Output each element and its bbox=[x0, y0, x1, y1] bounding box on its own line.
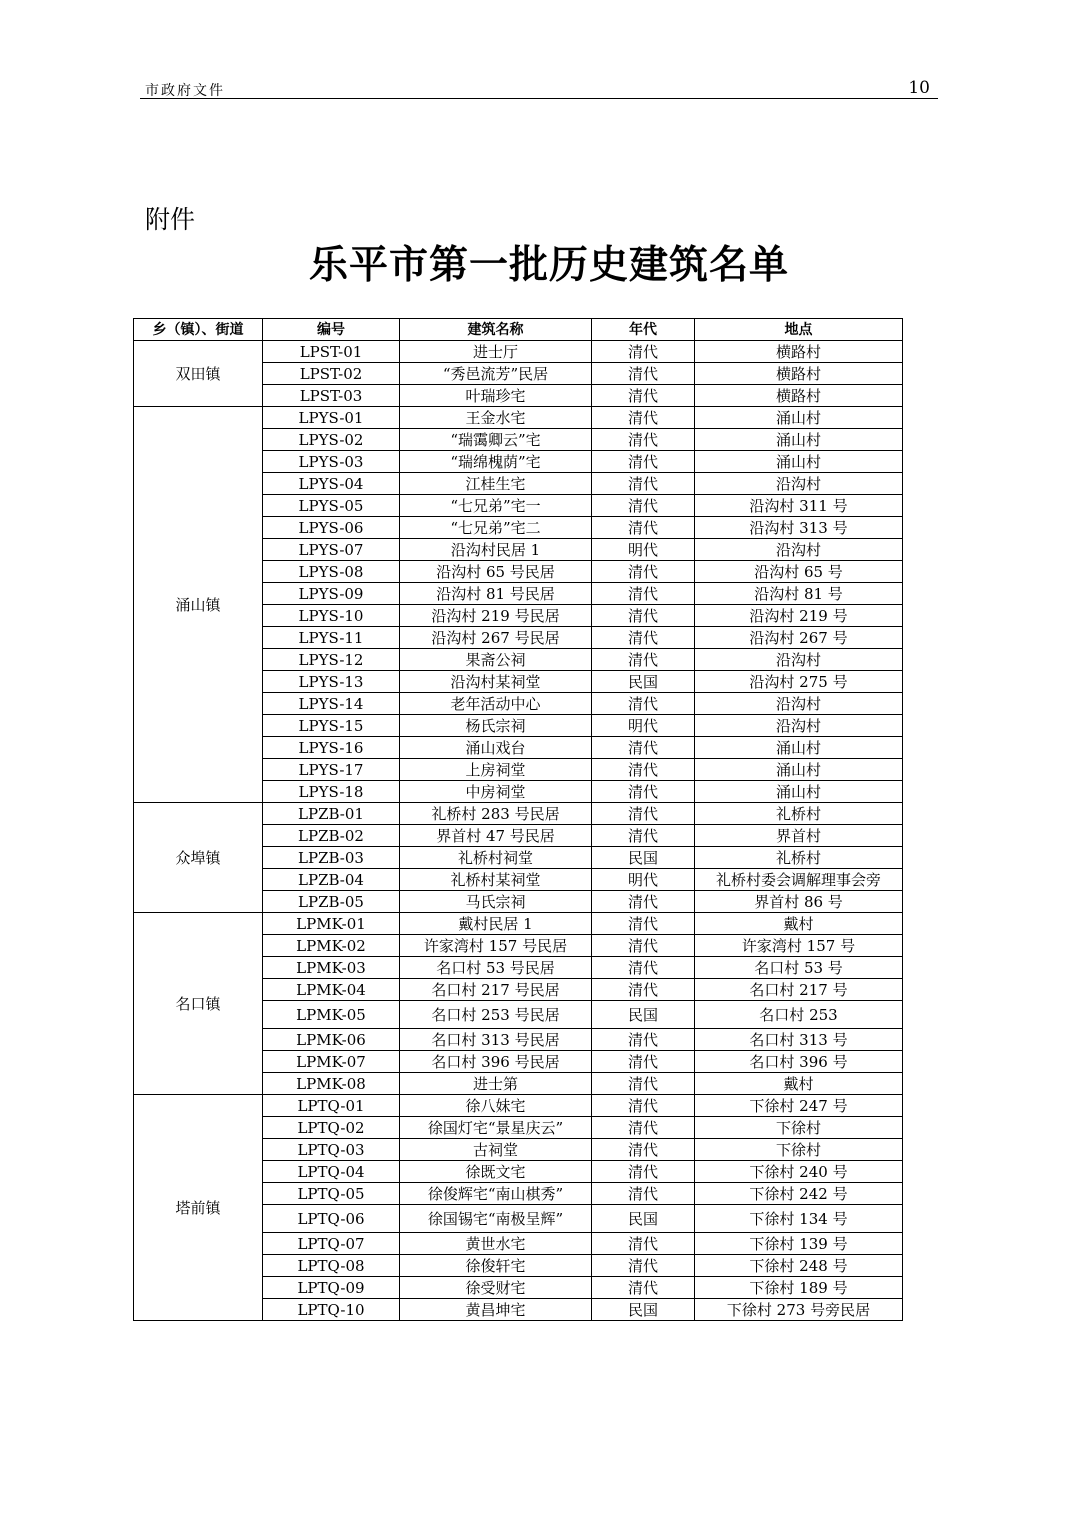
column-header-location: 地点 bbox=[695, 319, 903, 341]
era-cell: 民国 bbox=[592, 671, 695, 693]
building-name-cell: 杨氏宗祠 bbox=[400, 715, 592, 737]
building-name-cell: 老年活动中心 bbox=[400, 693, 592, 715]
building-name-cell: 中房祠堂 bbox=[400, 781, 592, 803]
location-cell: 沿沟村 bbox=[695, 473, 903, 495]
location-cell: 沿沟村 311 号 bbox=[695, 495, 903, 517]
location-cell: 沿沟村 bbox=[695, 539, 903, 561]
era-cell: 民国 bbox=[592, 847, 695, 869]
location-cell: 涌山村 bbox=[695, 781, 903, 803]
era-cell: 清代 bbox=[592, 605, 695, 627]
era-cell: 清代 bbox=[592, 1183, 695, 1205]
era-cell: 明代 bbox=[592, 539, 695, 561]
building-name-cell: 徐国灯宅“景星庆云” bbox=[400, 1117, 592, 1139]
era-cell: 清代 bbox=[592, 891, 695, 913]
code-cell: LPMK-02 bbox=[263, 935, 400, 957]
building-name-cell: 礼桥村祠堂 bbox=[400, 847, 592, 869]
code-cell: LPTQ-07 bbox=[263, 1233, 400, 1255]
location-cell: 涌山村 bbox=[695, 429, 903, 451]
code-cell: LPTQ-02 bbox=[263, 1117, 400, 1139]
code-cell: LPMK-06 bbox=[263, 1029, 400, 1051]
location-cell: 界首村 bbox=[695, 825, 903, 847]
era-cell: 清代 bbox=[592, 759, 695, 781]
era-cell: 清代 bbox=[592, 583, 695, 605]
table-row bbox=[134, 407, 903, 429]
location-cell: 下徐村 247 号 bbox=[695, 1095, 903, 1117]
building-name-cell: 徐俊辉宅“南山棋秀” bbox=[400, 1183, 592, 1205]
building-name-cell: 涌山戏台 bbox=[400, 737, 592, 759]
building-name-cell: 沿沟村民居 1 bbox=[400, 539, 592, 561]
building-name-cell: 名口村 396 号民居 bbox=[400, 1051, 592, 1073]
table-row bbox=[134, 341, 903, 363]
location-cell: 沿沟村 219 号 bbox=[695, 605, 903, 627]
location-cell: 戴村 bbox=[695, 913, 903, 935]
era-cell: 清代 bbox=[592, 473, 695, 495]
location-cell: 下徐村 134 号 bbox=[695, 1205, 903, 1233]
era-cell: 明代 bbox=[592, 715, 695, 737]
location-cell: 下徐村 139 号 bbox=[695, 1233, 903, 1255]
building-name-cell: 沿沟村 65 号民居 bbox=[400, 561, 592, 583]
town-cell: 塔前镇 bbox=[134, 1095, 263, 1321]
code-cell: LPYS-15 bbox=[263, 715, 400, 737]
era-cell: 民国 bbox=[592, 1001, 695, 1029]
location-cell: 戴村 bbox=[695, 1073, 903, 1095]
code-cell: LPZB-01 bbox=[263, 803, 400, 825]
running-header bbox=[140, 78, 938, 99]
building-name-cell: 名口村 313 号民居 bbox=[400, 1029, 592, 1051]
era-cell: 清代 bbox=[592, 957, 695, 979]
era-cell: 清代 bbox=[592, 451, 695, 473]
code-cell: LPST-01 bbox=[263, 341, 400, 363]
era-cell: 清代 bbox=[592, 737, 695, 759]
location-cell: 涌山村 bbox=[695, 759, 903, 781]
location-cell: 名口村 253 bbox=[695, 1001, 903, 1029]
building-name-cell: 黄昌坤宅 bbox=[400, 1299, 592, 1321]
location-cell: 下徐村 273 号旁民居 bbox=[695, 1299, 903, 1321]
code-cell: LPZB-05 bbox=[263, 891, 400, 913]
code-cell: LPTQ-04 bbox=[263, 1161, 400, 1183]
location-cell: 沿沟村 313 号 bbox=[695, 517, 903, 539]
code-cell: LPZB-02 bbox=[263, 825, 400, 847]
era-cell: 清代 bbox=[592, 1139, 695, 1161]
page-title: 乐平市第一批历史建筑名单 bbox=[308, 242, 789, 288]
era-cell: 清代 bbox=[592, 935, 695, 957]
location-cell: 涌山村 bbox=[695, 737, 903, 759]
building-name-cell: 沿沟村某祠堂 bbox=[400, 671, 592, 693]
code-cell: LPYS-17 bbox=[263, 759, 400, 781]
building-name-cell: 徐既文宅 bbox=[400, 1161, 592, 1183]
location-cell: 下徐村 242 号 bbox=[695, 1183, 903, 1205]
era-cell: 清代 bbox=[592, 825, 695, 847]
code-cell: LPYS-05 bbox=[263, 495, 400, 517]
code-cell: LPYS-04 bbox=[263, 473, 400, 495]
table-row bbox=[134, 1095, 903, 1117]
code-cell: LPYS-06 bbox=[263, 517, 400, 539]
column-header-era: 年代 bbox=[592, 319, 695, 341]
code-cell: LPYS-16 bbox=[263, 737, 400, 759]
building-name-cell: 叶瑞珍宅 bbox=[400, 385, 592, 407]
table-body bbox=[134, 341, 903, 1321]
table-row bbox=[134, 913, 903, 935]
building-name-cell: 徐受财宅 bbox=[400, 1277, 592, 1299]
era-cell: 清代 bbox=[592, 407, 695, 429]
code-cell: LPZB-03 bbox=[263, 847, 400, 869]
building-name-cell: 江桂生宅 bbox=[400, 473, 592, 495]
location-cell: 界首村 86 号 bbox=[695, 891, 903, 913]
building-name-cell: 沿沟村 81 号民居 bbox=[400, 583, 592, 605]
location-cell: 下徐村 189 号 bbox=[695, 1277, 903, 1299]
code-cell: LPTQ-03 bbox=[263, 1139, 400, 1161]
building-name-cell: 名口村 217 号民居 bbox=[400, 979, 592, 1001]
code-cell: LPYS-12 bbox=[263, 649, 400, 671]
building-name-cell: 许家湾村 157 号民居 bbox=[400, 935, 592, 957]
era-cell: 清代 bbox=[592, 1029, 695, 1051]
building-name-cell: “秀邑流芳”民居 bbox=[400, 363, 592, 385]
code-cell: LPYS-13 bbox=[263, 671, 400, 693]
era-cell: 清代 bbox=[592, 913, 695, 935]
era-cell: 明代 bbox=[592, 869, 695, 891]
era-cell: 民国 bbox=[592, 1299, 695, 1321]
code-cell: LPYS-01 bbox=[263, 407, 400, 429]
location-cell: 礼桥村委会调解理事会旁 bbox=[695, 869, 903, 891]
building-name-cell: 马氏宗祠 bbox=[400, 891, 592, 913]
code-cell: LPYS-08 bbox=[263, 561, 400, 583]
era-cell: 清代 bbox=[592, 1117, 695, 1139]
town-cell: 众埠镇 bbox=[134, 803, 263, 913]
page-number: 10 bbox=[908, 78, 930, 98]
column-header-building-name: 建筑名称 bbox=[400, 319, 592, 341]
era-cell: 清代 bbox=[592, 649, 695, 671]
building-name-cell: 沿沟村 267 号民居 bbox=[400, 627, 592, 649]
era-cell: 清代 bbox=[592, 495, 695, 517]
code-cell: LPZB-04 bbox=[263, 869, 400, 891]
building-name-cell: “瑞绵槐荫”宅 bbox=[400, 451, 592, 473]
code-cell: LPMK-01 bbox=[263, 913, 400, 935]
code-cell: LPYS-18 bbox=[263, 781, 400, 803]
code-cell: LPST-03 bbox=[263, 385, 400, 407]
location-cell: 礼桥村 bbox=[695, 803, 903, 825]
location-cell: 沿沟村 bbox=[695, 693, 903, 715]
building-name-cell: 王金水宅 bbox=[400, 407, 592, 429]
location-cell: 横路村 bbox=[695, 385, 903, 407]
era-cell: 清代 bbox=[592, 1255, 695, 1277]
location-cell: 名口村 53 号 bbox=[695, 957, 903, 979]
code-cell: LPTQ-10 bbox=[263, 1299, 400, 1321]
building-name-cell: “瑞霭卿云”宅 bbox=[400, 429, 592, 451]
location-cell: 沿沟村 bbox=[695, 715, 903, 737]
code-cell: LPTQ-09 bbox=[263, 1277, 400, 1299]
era-cell: 清代 bbox=[592, 1073, 695, 1095]
era-cell: 清代 bbox=[592, 979, 695, 1001]
era-cell: 清代 bbox=[592, 1095, 695, 1117]
code-cell: LPTQ-05 bbox=[263, 1183, 400, 1205]
location-cell: 横路村 bbox=[695, 341, 903, 363]
era-cell: 清代 bbox=[592, 429, 695, 451]
location-cell: 名口村 313 号 bbox=[695, 1029, 903, 1051]
building-name-cell: 礼桥村 283 号民居 bbox=[400, 803, 592, 825]
era-cell: 民国 bbox=[592, 1205, 695, 1233]
location-cell: 下徐村 bbox=[695, 1139, 903, 1161]
header-doc-type: 市政府文件 bbox=[145, 83, 225, 99]
building-name-cell: 沿沟村 219 号民居 bbox=[400, 605, 592, 627]
era-cell: 清代 bbox=[592, 561, 695, 583]
location-cell: 涌山村 bbox=[695, 451, 903, 473]
era-cell: 清代 bbox=[592, 627, 695, 649]
town-cell: 涌山镇 bbox=[134, 407, 263, 803]
location-cell: 名口村 217 号 bbox=[695, 979, 903, 1001]
code-cell: LPTQ-01 bbox=[263, 1095, 400, 1117]
building-name-cell: 上房祠堂 bbox=[400, 759, 592, 781]
code-cell: LPMK-07 bbox=[263, 1051, 400, 1073]
location-cell: 许家湾村 157 号 bbox=[695, 935, 903, 957]
building-name-cell: “七兄弟”宅一 bbox=[400, 495, 592, 517]
code-cell: LPYS-03 bbox=[263, 451, 400, 473]
code-cell: LPYS-11 bbox=[263, 627, 400, 649]
building-name-cell: 礼桥村某祠堂 bbox=[400, 869, 592, 891]
location-cell: 礼桥村 bbox=[695, 847, 903, 869]
code-cell: LPMK-03 bbox=[263, 957, 400, 979]
location-cell: 沿沟村 275 号 bbox=[695, 671, 903, 693]
location-cell: 下徐村 240 号 bbox=[695, 1161, 903, 1183]
location-cell: 名口村 396 号 bbox=[695, 1051, 903, 1073]
building-name-cell: 名口村 53 号民居 bbox=[400, 957, 592, 979]
building-name-cell: 进士第 bbox=[400, 1073, 592, 1095]
era-cell: 清代 bbox=[592, 1051, 695, 1073]
building-name-cell: 徐俊轩宅 bbox=[400, 1255, 592, 1277]
table-row bbox=[134, 803, 903, 825]
location-cell: 沿沟村 81 号 bbox=[695, 583, 903, 605]
location-cell: 横路村 bbox=[695, 363, 903, 385]
code-cell: LPTQ-08 bbox=[263, 1255, 400, 1277]
code-cell: LPTQ-06 bbox=[263, 1205, 400, 1233]
attachment-label: 附件 bbox=[145, 205, 196, 234]
location-cell: 沿沟村 65 号 bbox=[695, 561, 903, 583]
building-name-cell: 进士厅 bbox=[400, 341, 592, 363]
building-name-cell: 名口村 253 号民居 bbox=[400, 1001, 592, 1029]
building-name-cell: 徐八妹宅 bbox=[400, 1095, 592, 1117]
era-cell: 清代 bbox=[592, 693, 695, 715]
building-name-cell: 果斋公祠 bbox=[400, 649, 592, 671]
era-cell: 清代 bbox=[592, 1161, 695, 1183]
era-cell: 清代 bbox=[592, 517, 695, 539]
code-cell: LPMK-08 bbox=[263, 1073, 400, 1095]
era-cell: 清代 bbox=[592, 385, 695, 407]
building-name-cell: 黄世水宅 bbox=[400, 1233, 592, 1255]
location-cell: 下徐村 248 号 bbox=[695, 1255, 903, 1277]
code-cell: LPYS-09 bbox=[263, 583, 400, 605]
building-name-cell: 古祠堂 bbox=[400, 1139, 592, 1161]
building-name-cell: 徐国锡宅“南极呈辉” bbox=[400, 1205, 592, 1233]
era-cell: 清代 bbox=[592, 1277, 695, 1299]
code-cell: LPMK-04 bbox=[263, 979, 400, 1001]
column-header-code: 编号 bbox=[263, 319, 400, 341]
era-cell: 清代 bbox=[592, 1233, 695, 1255]
table-header-row bbox=[134, 319, 903, 341]
era-cell: 清代 bbox=[592, 803, 695, 825]
building-name-cell: 戴村民居 1 bbox=[400, 913, 592, 935]
location-cell: 沿沟村 bbox=[695, 649, 903, 671]
era-cell: 清代 bbox=[592, 363, 695, 385]
code-cell: LPYS-02 bbox=[263, 429, 400, 451]
location-cell: 下徐村 bbox=[695, 1117, 903, 1139]
historic-buildings-table bbox=[133, 318, 903, 1321]
code-cell: LPYS-07 bbox=[263, 539, 400, 561]
code-cell: LPST-02 bbox=[263, 363, 400, 385]
location-cell: 沿沟村 267 号 bbox=[695, 627, 903, 649]
town-cell: 名口镇 bbox=[134, 913, 263, 1095]
code-cell: LPMK-05 bbox=[263, 1001, 400, 1029]
code-cell: LPYS-14 bbox=[263, 693, 400, 715]
era-cell: 清代 bbox=[592, 781, 695, 803]
location-cell: 涌山村 bbox=[695, 407, 903, 429]
building-name-cell: “七兄弟”宅二 bbox=[400, 517, 592, 539]
column-header-town: 乡（镇）、街道 bbox=[134, 319, 263, 341]
code-cell: LPYS-10 bbox=[263, 605, 400, 627]
town-cell: 双田镇 bbox=[134, 341, 263, 407]
building-name-cell: 界首村 47 号民居 bbox=[400, 825, 592, 847]
era-cell: 清代 bbox=[592, 341, 695, 363]
